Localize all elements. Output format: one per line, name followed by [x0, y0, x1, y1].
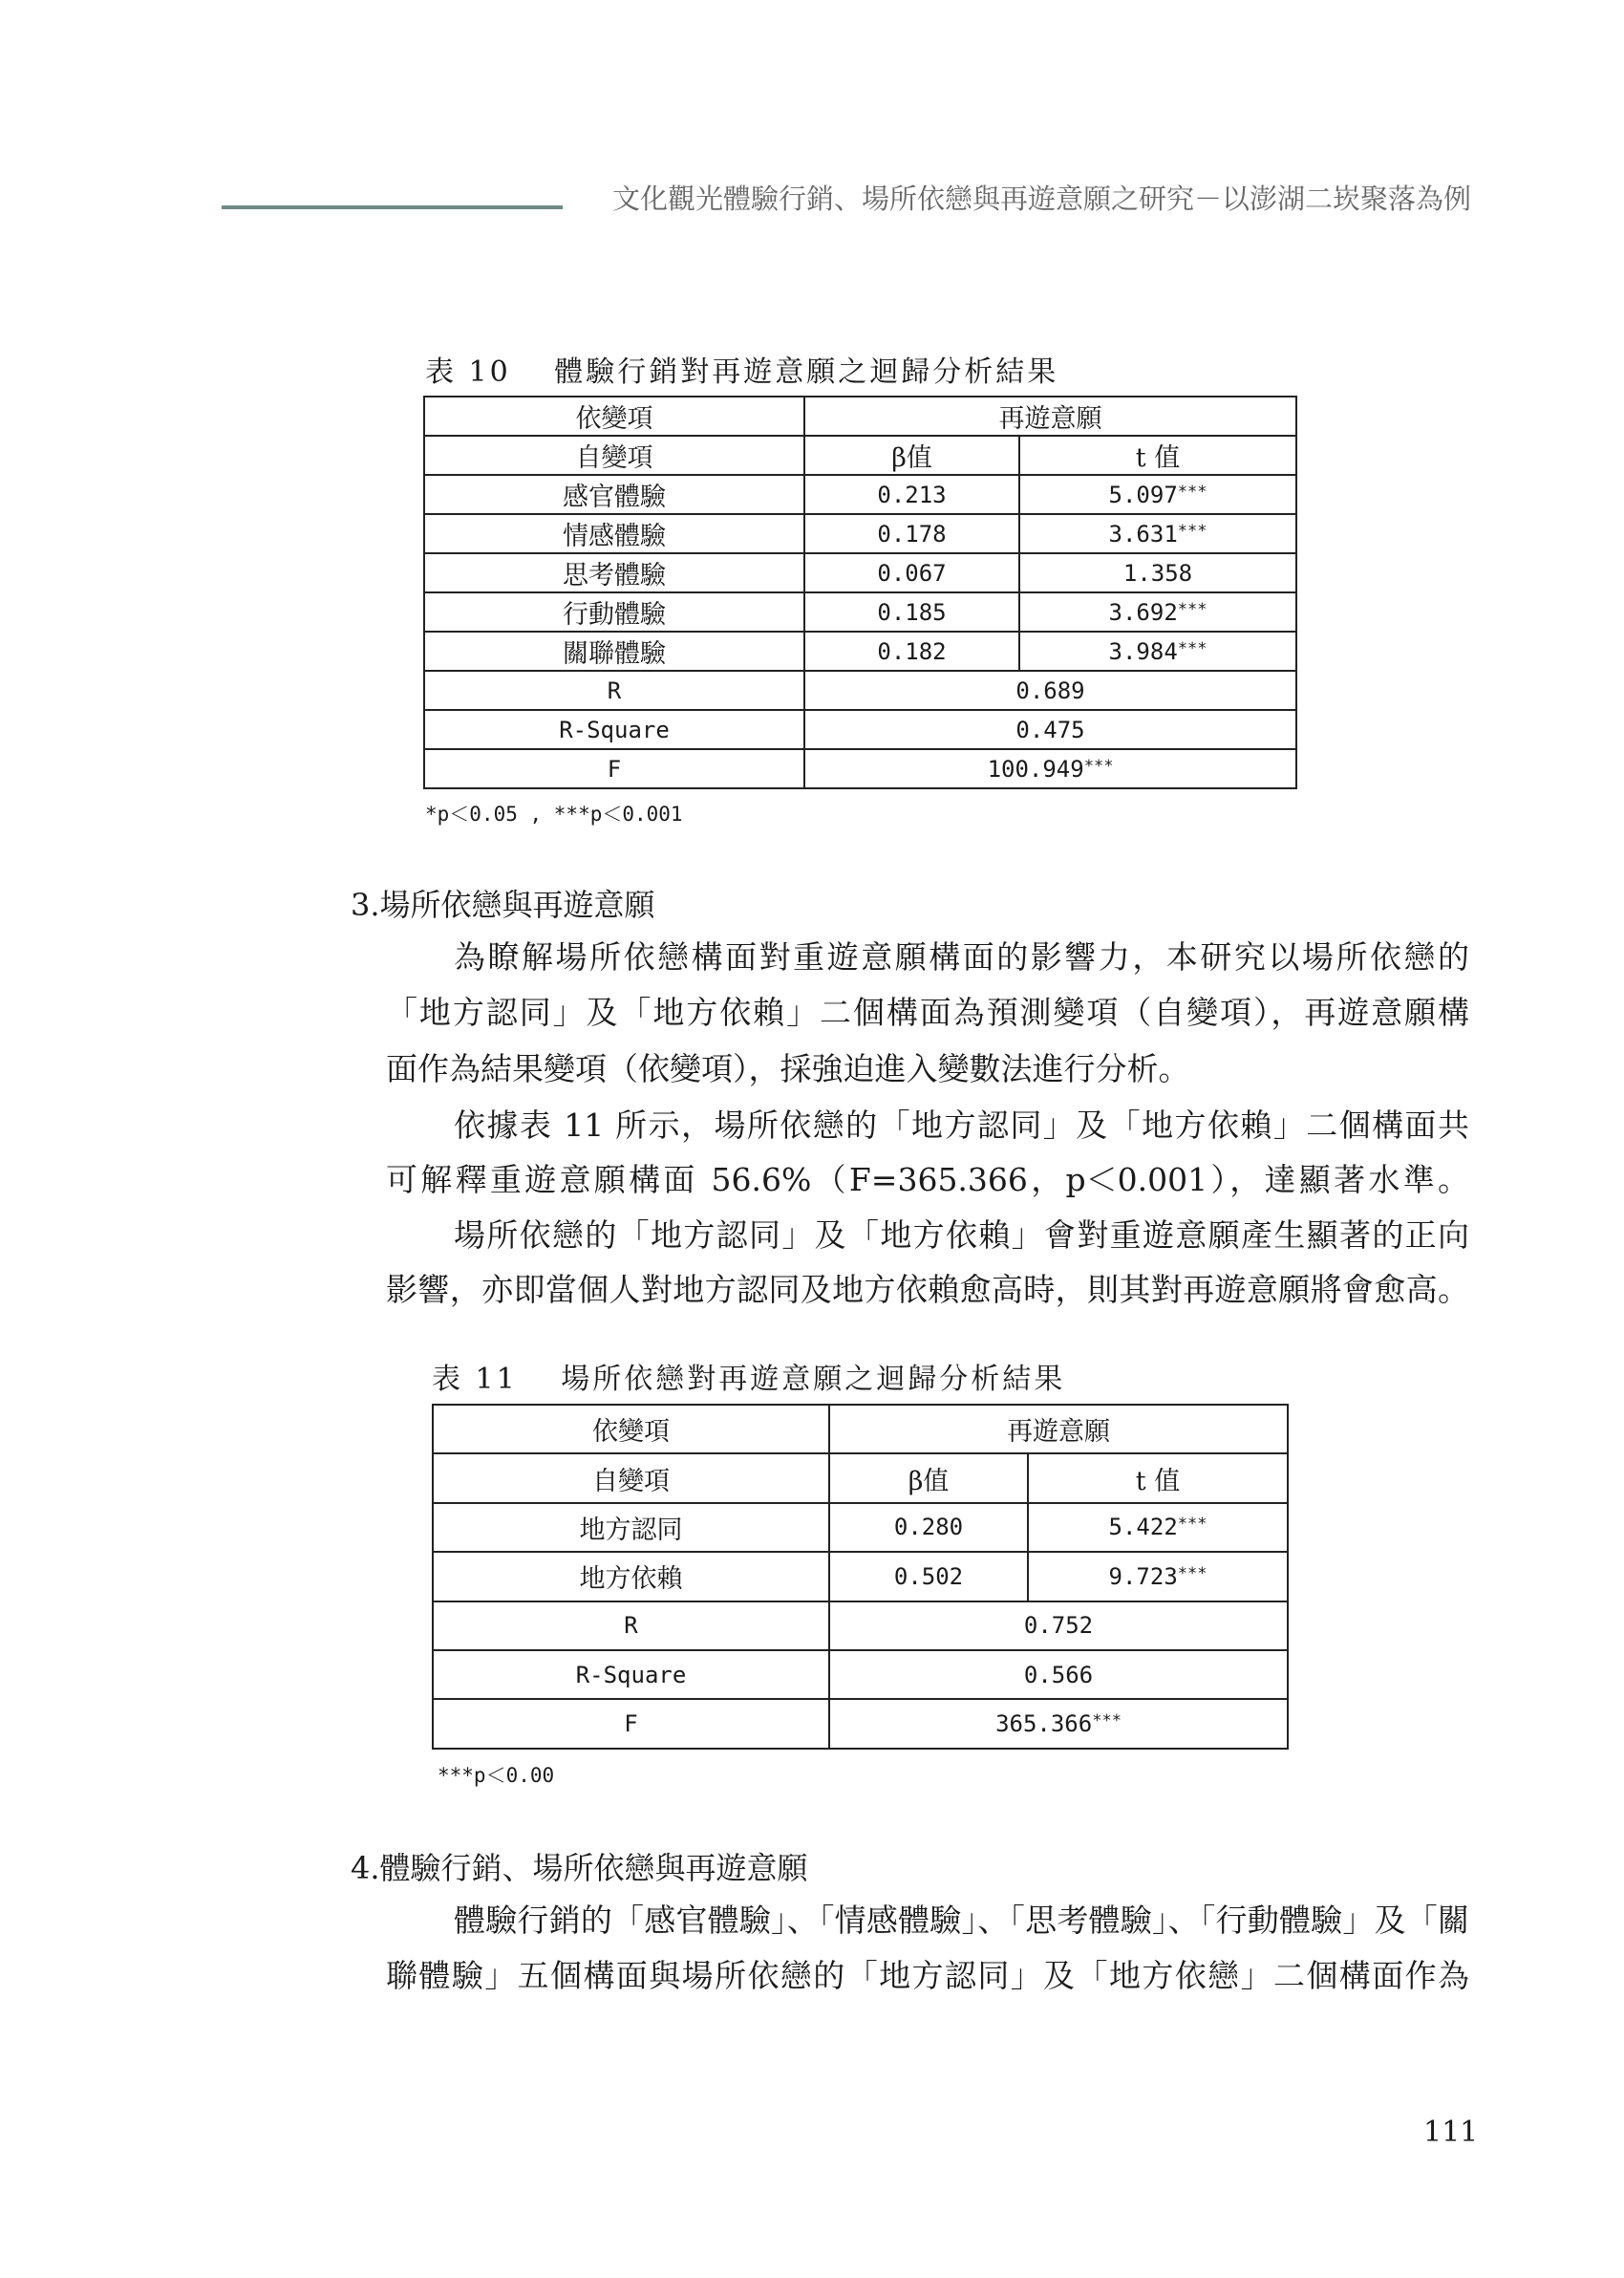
section4-heading: 4.體驗行銷、場所依戀與再遊意願 [351, 1850, 808, 1886]
variable-name [424, 553, 804, 592]
beta-value-text: 0.213 [877, 481, 947, 508]
indep-label-text: 自變項 [575, 443, 653, 473]
t-label [1028, 1453, 1288, 1502]
table11-caption: 表 11 場所依戀對再遊意願之迴歸分析結果 [432, 1363, 1066, 1396]
dep-value-text: 再遊意願 [1007, 1417, 1110, 1448]
beta-label [829, 1453, 1028, 1502]
stat-name-text: F [607, 755, 622, 783]
summary-row [433, 1699, 1288, 1748]
t-value-text: 5.097 [1108, 481, 1178, 508]
variable-name-text: 感官體驗 [563, 483, 666, 512]
significance-stars: *** [1177, 1563, 1207, 1583]
variable-name [433, 1552, 829, 1601]
stat-name [433, 1650, 829, 1699]
stat-name [424, 671, 804, 710]
t-label-text: t 值 [1135, 1466, 1181, 1496]
variable-name-text: 思考體驗 [563, 561, 666, 591]
indep-label [424, 436, 804, 475]
subheader-row [424, 436, 1296, 475]
beta-value [804, 632, 1019, 671]
variable-name [424, 592, 804, 632]
stat-value-text: 0.689 [1015, 677, 1085, 704]
running-header-title: 文化觀光體驗行銷、場所依戀與再遊意願之研究－以澎湖二崁聚落為例 [611, 183, 1471, 215]
significance-stars: *** [1083, 756, 1114, 776]
significance-stars: *** [1092, 1711, 1122, 1731]
t-value-text: 5.422 [1108, 1514, 1178, 1541]
paragraph-line: 為瞭解場所依戀構面對重遊意願構面的影響力，本研究以場所依戀的 [454, 938, 1469, 976]
beta-label-text: β值 [891, 443, 932, 473]
beta-value [829, 1503, 1028, 1552]
variable-name [424, 514, 804, 553]
variable-name-text: 關聯體驗 [563, 639, 666, 669]
variable-name-text: 行動體驗 [563, 600, 666, 630]
beta-value-text: 0.280 [893, 1514, 964, 1541]
t-value [1028, 1503, 1288, 1552]
stat-value [804, 749, 1296, 788]
beta-value-text: 0.502 [893, 1562, 964, 1590]
variable-name-text: 地方依賴 [579, 1564, 683, 1595]
table11-footnote: ***p＜0.00 [438, 1764, 555, 1787]
variable-name [424, 475, 804, 514]
beta-value [804, 553, 1019, 592]
table-row [424, 632, 1296, 671]
stat-value [829, 1650, 1288, 1699]
header-row [433, 1405, 1288, 1453]
dep-value-text: 再遊意願 [998, 404, 1102, 434]
significance-stars: *** [1177, 1515, 1207, 1535]
variable-name [424, 632, 804, 671]
stat-name [433, 1601, 829, 1650]
beta-value [804, 514, 1019, 553]
dep-label [433, 1405, 829, 1453]
t-value [1019, 592, 1296, 632]
paragraph-line: 體驗行銷的「感官體驗」、「情感體驗」、「思考體驗」、「行動體驗」及「關 [454, 1902, 1469, 1939]
variable-name-text: 地方認同 [579, 1515, 683, 1545]
dep-value [804, 397, 1296, 436]
variable-name [433, 1503, 829, 1552]
page-number: 111 [1423, 2116, 1479, 2149]
section3-heading: 3.場所依戀與再遊意願 [351, 887, 655, 923]
t-value-text: 3.631 [1108, 520, 1178, 548]
t-value [1019, 632, 1296, 671]
table10 [423, 396, 1297, 789]
dep-value [829, 1405, 1288, 1453]
significance-stars: *** [1177, 482, 1207, 502]
dep-label-text: 依變項 [592, 1417, 670, 1448]
summary-row [424, 749, 1296, 788]
variable-name-text: 情感體驗 [563, 522, 666, 551]
paragraph-line: 面作為結果變項（依變項），採強迫進入變數法進行分析。 [386, 1050, 1190, 1087]
stat-name-text: R-Square [575, 1661, 687, 1688]
beta-label [804, 436, 1019, 475]
stat-name-text: R-Square [559, 716, 670, 743]
stat-name [424, 710, 804, 749]
significance-stars: *** [1177, 638, 1207, 658]
stat-value [804, 671, 1296, 710]
table-row [424, 475, 1296, 514]
indep-label-text: 自變項 [592, 1466, 670, 1496]
paragraph-line: 聯體驗」五個構面與場所依戀的「地方認同」及「地方依戀」二個構面作為 [386, 1957, 1469, 1994]
stat-name [424, 749, 804, 788]
t-value-text: 3.692 [1108, 598, 1178, 626]
stat-value-text: 0.566 [1023, 1661, 1094, 1688]
table11 [432, 1404, 1289, 1750]
paragraph-line: 依據表 11 所示，場所依戀的「地方認同」及「地方依賴」二個構面共 [454, 1107, 1469, 1144]
t-label-text: t 值 [1135, 443, 1181, 473]
beta-value-text: 0.067 [877, 559, 947, 587]
header-rule [222, 205, 563, 209]
header-row [424, 397, 1296, 436]
paragraph-line: 場所依戀的「地方認同」及「地方依賴」會對重遊意願產生顯著的正向 [454, 1216, 1469, 1254]
t-value-text: 9.723 [1108, 1562, 1178, 1590]
table-row [433, 1552, 1288, 1601]
significance-stars: *** [1177, 599, 1207, 619]
stat-name [433, 1699, 829, 1748]
stat-name-text: F [624, 1710, 638, 1738]
stat-value-text: 0.752 [1023, 1612, 1094, 1640]
beta-value-text: 0.185 [877, 598, 947, 626]
beta-label-text: β值 [908, 1466, 950, 1496]
paragraph-line: 影響，亦即當個人對地方認同及地方依賴愈高時，則其對再遊意願將會愈高。 [386, 1271, 1469, 1308]
stat-name-text: R [624, 1612, 638, 1640]
t-value [1019, 475, 1296, 514]
t-label [1019, 436, 1296, 475]
t-value-text: 1.358 [1122, 559, 1193, 587]
summary-row [433, 1650, 1288, 1699]
subheader-row [433, 1453, 1288, 1502]
table-row [424, 553, 1296, 592]
summary-row [424, 710, 1296, 749]
table-row [433, 1503, 1288, 1552]
beta-value [804, 475, 1019, 514]
t-value [1019, 553, 1296, 592]
beta-value [829, 1552, 1028, 1601]
table-row [424, 514, 1296, 553]
beta-value-text: 0.182 [877, 637, 947, 665]
stat-value [804, 710, 1296, 749]
t-value [1028, 1552, 1288, 1601]
summary-row [424, 671, 1296, 710]
table10-caption: 表 10 體驗行銷對再遊意願之迴歸分析結果 [425, 355, 1059, 389]
significance-stars: *** [1177, 521, 1207, 541]
paragraph-line: 可解釋重遊意願構面 56.6%（F=365.366，p＜0.001），達顯著水準。 [386, 1161, 1469, 1198]
stat-value [829, 1699, 1288, 1748]
beta-value [804, 592, 1019, 632]
summary-row [433, 1601, 1288, 1650]
stat-value-text: 0.475 [1015, 716, 1085, 743]
stat-value [829, 1601, 1288, 1650]
stat-name-text: R [607, 677, 622, 704]
paragraph-line: 「地方認同」及「地方依賴」二個構面為預測變項（自變項），再遊意願構 [386, 994, 1469, 1031]
table10-footnote: *p＜0.05 , ***p＜0.001 [425, 803, 683, 826]
dep-label [424, 397, 804, 436]
beta-value-text: 0.178 [877, 520, 947, 548]
stat-value-text: 365.366 [995, 1710, 1093, 1738]
t-value-text: 3.984 [1108, 637, 1178, 665]
table-row [424, 592, 1296, 632]
stat-value-text: 100.949 [987, 755, 1084, 783]
dep-label-text: 依變項 [575, 404, 653, 434]
t-value [1019, 514, 1296, 553]
indep-label [433, 1453, 829, 1502]
